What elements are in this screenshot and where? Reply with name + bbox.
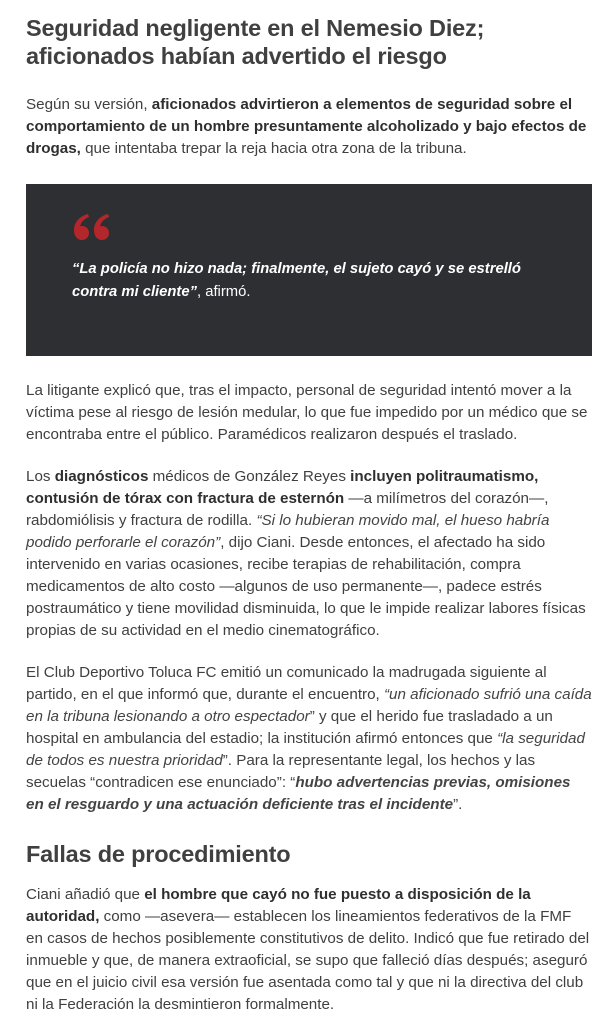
text: que intentaba trepar la reja hacia otra zona de la tribuna. [80, 140, 467, 157]
quote-icon [72, 210, 110, 242]
bold-text: el hombre que cayó no fue puesto a disposición de la autoridad, [26, 886, 531, 925]
bold-text: incluyen politraumatismo, contusión de tórax con fractura de esternón [26, 468, 539, 507]
section-heading: Fallas de procedimiento [26, 841, 291, 867]
text: Ciani añadió que [26, 886, 145, 903]
pull-quote [26, 184, 592, 356]
text: , dijo Ciani. Desde entonces, el afectado ha sido intervenido en varias ocasiones, recibe terapias de rehabilitación, compra medicamentos de alto costo —algunos de uso permanente—, padece estrés postraumático y tiene movilidad disminuida, lo que le impide realizar labores físicas propias de su actividad en el medio cinematográfico. [26, 534, 586, 639]
text: ” y que el herido fue trasladado a un hospital en ambulancia del estadio; la institución afirmó entonces que [26, 708, 553, 747]
quote-attribution: , afirmó. [197, 284, 251, 300]
text: Los [26, 468, 55, 485]
paragraph-litigante: La litigante explicó que, tras el impacto, personal de seguridad intentó mover a la víctima pese al riesgo de lesión medular, lo que fue impedido por un médico que se encontraba entre el público. Paramédicos realizaron después el traslado. [26, 382, 588, 443]
text: como —asevera— establecen los lineamientos federativos de la FMF en casos de hechos posiblemente constitutivos de delito. Indicó que fue retirado del inmueble y que, de manera extraoficial, se supo que falleció días después; aseguró que en el juicio civil esa versión fue asentada como tal y que ni la directiva del club ni la Federación la desmintieron formalmente. [26, 908, 590, 1013]
quote-italic: “La policía no hizo nada; finalmente, el sujeto cayó y se estrelló contra mi cliente” [72, 261, 521, 300]
italic-quote: “un aficionado sufrió una caída en la tribuna lesionando a otro espectador [26, 686, 592, 725]
italic-quote: “la seguridad de todos es nuestra prioridad [26, 730, 585, 769]
quote-text [72, 258, 562, 304]
text: ”. Para la representante legal, los hechos y las secuelas “contradicen ese enunciado”: “ [26, 752, 536, 791]
text: ”. [453, 796, 463, 813]
paragraph-ciani [26, 884, 592, 1016]
text: —a milímetros del corazón—, rabdomiólisis y fractura de rodilla. [26, 490, 549, 529]
bold-text: diagnósticos [54, 468, 149, 485]
italic-quote: “Si lo hubieran movido mal, el hueso habría podido perforarle el corazón” [26, 512, 550, 551]
article-headline: Seguridad negligente en el Nemesio Diez; aficionados habían advertido el riesgo [26, 15, 485, 69]
paragraph-comunicado [26, 662, 592, 816]
bold-text: aficionados advirtieron a elementos de seguridad sobre el comportamiento de un hombre presuntamente alcoholizado y bajo efectos de drogas, [26, 96, 587, 157]
bold-italic-quote: hubo advertencias previas, omisiones en el resguardo y una actuación deficiente tras el incidente [26, 774, 571, 813]
text: médicos de González Reyes [148, 468, 351, 485]
paragraph-intro [26, 94, 592, 160]
text: Según su versión, [26, 96, 152, 113]
paragraph-diagnosticos [26, 466, 592, 642]
text: El Club Deportivo Toluca FC emitió un comunicado la madrugada siguiente al partido, en el que informó que, durante el encuentro, [26, 664, 547, 703]
